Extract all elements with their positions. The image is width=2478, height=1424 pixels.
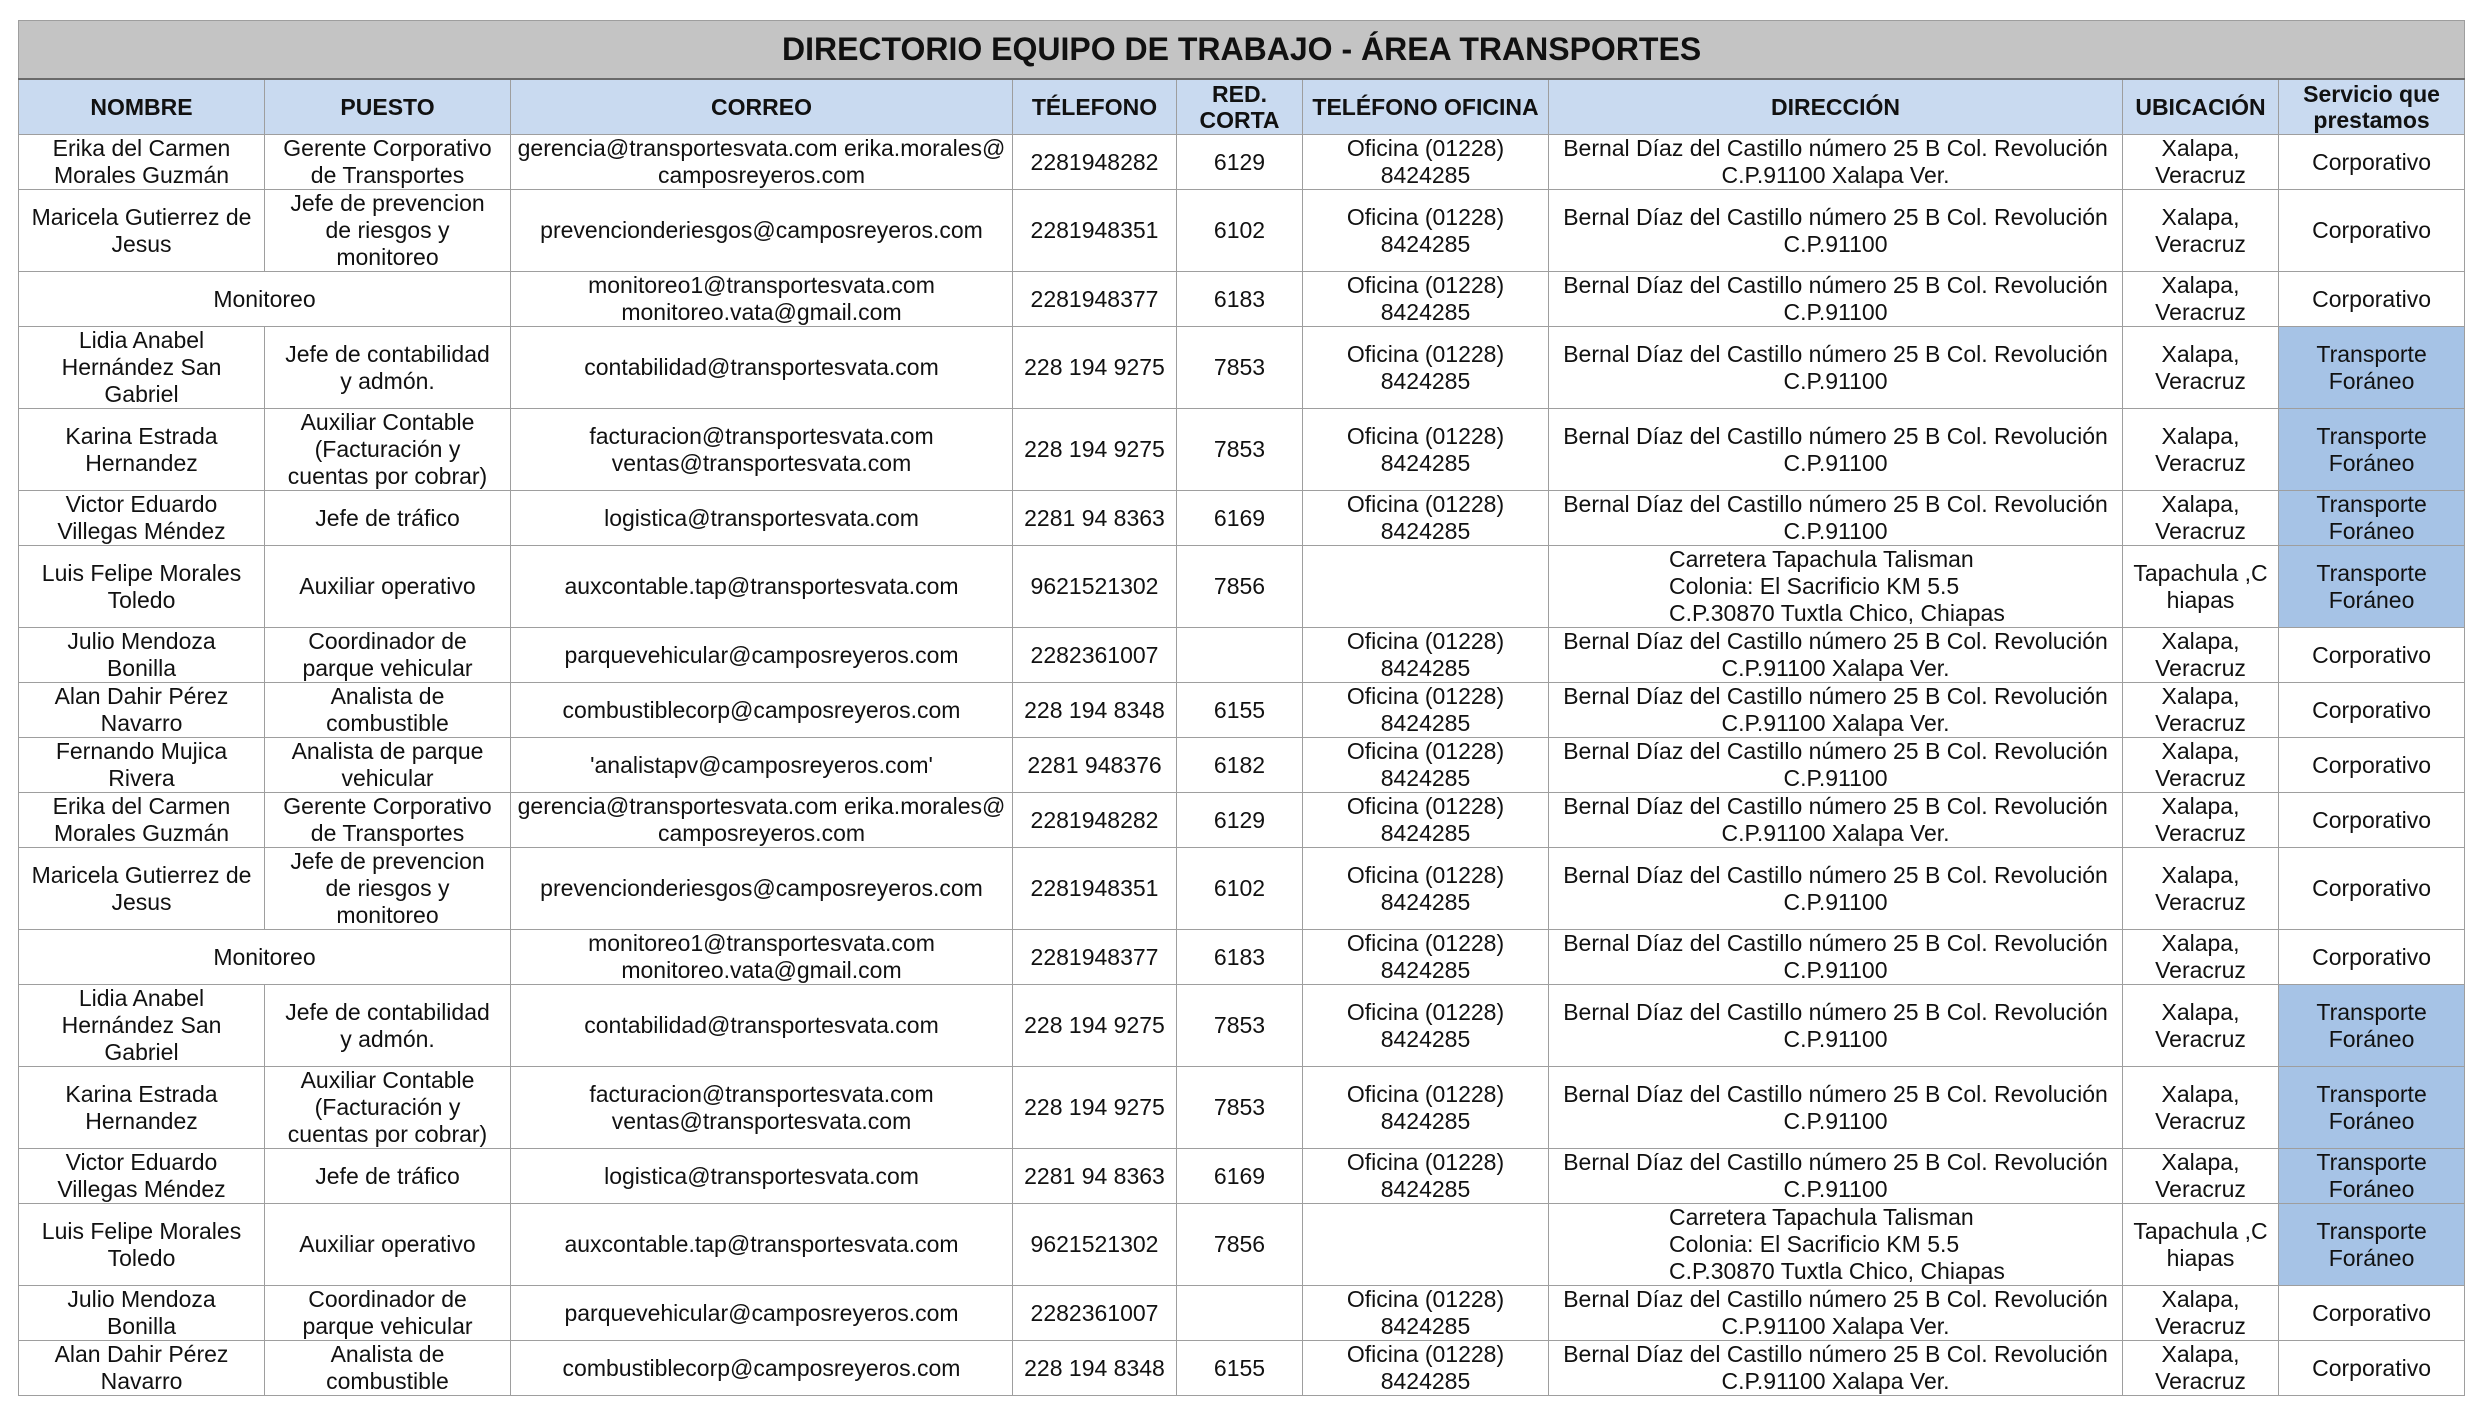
- cell-puesto[interactable]: Jefe de prevencion de riesgos y monitoreo: [265, 190, 511, 272]
- cell-red[interactable]: 6169: [1177, 491, 1303, 546]
- cell-puesto[interactable]: Jefe de tráfico: [265, 491, 511, 546]
- cell-oficina[interactable]: [1303, 546, 1549, 628]
- cell-telefono[interactable]: 9621521302: [1013, 546, 1177, 628]
- cell-direccion[interactable]: Bernal Díaz del Castillo número 25 B Col. Revolución C.P.91100: [1549, 738, 2123, 793]
- cell-nombre[interactable]: Julio Mendoza Bonilla: [19, 628, 265, 683]
- cell-ubicacion[interactable]: Xalapa, Veracruz: [2123, 930, 2279, 985]
- cell-oficina[interactable]: Oficina (01228) 8424285: [1303, 491, 1549, 546]
- cell-red[interactable]: 7856: [1177, 1204, 1303, 1286]
- cell-puesto[interactable]: Auxiliar Contable (Facturación y cuentas por cobrar): [265, 1067, 511, 1149]
- cell-servicio[interactable]: Corporativo: [2279, 628, 2465, 683]
- cell-ubicacion[interactable]: Xalapa, Veracruz: [2123, 985, 2279, 1067]
- cell-puesto[interactable]: Jefe de contabilidad y admón.: [265, 327, 511, 409]
- cell-red[interactable]: 7853: [1177, 409, 1303, 491]
- cell-oficina[interactable]: Oficina (01228) 8424285: [1303, 1341, 1549, 1396]
- cell-telefono[interactable]: 2281 948376: [1013, 738, 1177, 793]
- cell-telefono[interactable]: 2282361007: [1013, 1286, 1177, 1341]
- cell-direccion[interactable]: Bernal Díaz del Castillo número 25 B Col. Revolución C.P.91100: [1549, 272, 2123, 327]
- cell-ubicacion[interactable]: Xalapa, Veracruz: [2123, 272, 2279, 327]
- cell-puesto[interactable]: Auxiliar operativo: [265, 546, 511, 628]
- cell-oficina[interactable]: Oficina (01228) 8424285: [1303, 190, 1549, 272]
- cell-ubicacion[interactable]: Xalapa, Veracruz: [2123, 738, 2279, 793]
- cell-red[interactable]: 7853: [1177, 985, 1303, 1067]
- cell-telefono[interactable]: 2281948377: [1013, 930, 1177, 985]
- sheet-title: DIRECTORIO EQUIPO DE TRABAJO - ÁREA TRANSPORTES: [19, 21, 2465, 79]
- table-row: [19, 491, 2465, 546]
- cell-oficina[interactable]: Oficina (01228) 8424285: [1303, 409, 1549, 491]
- cell-nombre[interactable]: Victor Eduardo Villegas Méndez: [19, 491, 265, 546]
- header-telefono[interactable]: TÉLEFONO: [1013, 79, 1177, 135]
- cell-red[interactable]: 6169: [1177, 1149, 1303, 1204]
- cell-nombre[interactable]: Fernando Mujica Rivera: [19, 738, 265, 793]
- cell-nombre[interactable]: Alan Dahir Pérez Navarro: [19, 683, 265, 738]
- table-row: [19, 190, 2465, 272]
- cell-direccion[interactable]: Bernal Díaz del Castillo número 25 B Col. Revolución C.P.91100: [1549, 930, 2123, 985]
- cell-servicio[interactable]: Corporativo: [2279, 930, 2465, 985]
- cell-telefono[interactable]: 9621521302: [1013, 1204, 1177, 1286]
- cell-direccion[interactable]: Bernal Díaz del Castillo número 25 B Col. Revolución C.P.91100 Xalapa Ver.: [1549, 135, 2123, 190]
- cell-correo[interactable]: combustiblecorp@camposreyeros.com: [511, 1341, 1013, 1396]
- table-row: [19, 272, 2465, 327]
- table-row: [19, 683, 2465, 738]
- cell-puesto[interactable]: Gerente Corporativo de Transportes: [265, 793, 511, 848]
- cell-telefono[interactable]: 2281948377: [1013, 272, 1177, 327]
- cell-ubicacion[interactable]: Xalapa, Veracruz: [2123, 190, 2279, 272]
- cell-correo[interactable]: prevencionderiesgos@camposreyeros.com: [511, 848, 1013, 930]
- cell-direccion[interactable]: Bernal Díaz del Castillo número 25 B Col. Revolución C.P.91100: [1549, 409, 2123, 491]
- cell-red[interactable]: [1177, 1286, 1303, 1341]
- cell-servicio[interactable]: Transporte Foráneo: [2279, 546, 2465, 628]
- cell-servicio[interactable]: Corporativo: [2279, 1286, 2465, 1341]
- cell-puesto[interactable]: Coordinador de parque vehicular: [265, 628, 511, 683]
- cell-red[interactable]: 6183: [1177, 272, 1303, 327]
- cell-correo[interactable]: contabilidad@transportesvata.com: [511, 985, 1013, 1067]
- cell-telefono[interactable]: 2281948282: [1013, 135, 1177, 190]
- cell-direccion[interactable]: Bernal Díaz del Castillo número 25 B Col. Revolución C.P.91100 Xalapa Ver.: [1549, 1286, 2123, 1341]
- table-row: [19, 930, 2465, 985]
- table-row: [19, 1204, 2465, 1286]
- cell-direccion[interactable]: Bernal Díaz del Castillo número 25 B Col. Revolución C.P.91100 Xalapa Ver.: [1549, 628, 2123, 683]
- cell-puesto[interactable]: Analista de parque vehicular: [265, 738, 511, 793]
- cell-servicio[interactable]: Corporativo: [2279, 1341, 2465, 1396]
- cell-red[interactable]: 7853: [1177, 327, 1303, 409]
- cell-red[interactable]: 6183: [1177, 930, 1303, 985]
- cell-nombre[interactable]: Monitoreo: [19, 930, 511, 985]
- table-row: [19, 546, 2465, 628]
- table-row: [19, 135, 2465, 190]
- cell-direccion[interactable]: Bernal Díaz del Castillo número 25 B Col. Revolución C.P.91100: [1549, 1149, 2123, 1204]
- cell-red[interactable]: 6155: [1177, 1341, 1303, 1396]
- cell-direccion[interactable]: Bernal Díaz del Castillo número 25 B Col. Revolución C.P.91100: [1549, 848, 2123, 930]
- cell-servicio[interactable]: Transporte Foráneo: [2279, 1149, 2465, 1204]
- cell-ubicacion[interactable]: Xalapa, Veracruz: [2123, 683, 2279, 738]
- cell-servicio[interactable]: Transporte Foráneo: [2279, 985, 2465, 1067]
- cell-telefono[interactable]: 2282361007: [1013, 628, 1177, 683]
- cell-servicio[interactable]: Transporte Foráneo: [2279, 409, 2465, 491]
- cell-ubicacion[interactable]: Xalapa, Veracruz: [2123, 135, 2279, 190]
- cell-oficina[interactable]: Oficina (01228) 8424285: [1303, 930, 1549, 985]
- table-row: [19, 738, 2465, 793]
- cell-direccion[interactable]: Bernal Díaz del Castillo número 25 B Col. Revolución C.P.91100: [1549, 1067, 2123, 1149]
- cell-red[interactable]: 6102: [1177, 190, 1303, 272]
- directory-table: [18, 20, 2465, 1396]
- cell-correo[interactable]: parquevehicular@camposreyeros.com: [511, 628, 1013, 683]
- cell-telefono[interactable]: 2281948351: [1013, 848, 1177, 930]
- cell-correo[interactable]: gerencia@transportesvata.com erika.morales@ camposreyeros.com: [511, 135, 1013, 190]
- cell-correo[interactable]: monitoreo1@transportesvata.com monitoreo.vata@gmail.com: [511, 930, 1013, 985]
- cell-puesto[interactable]: Jefe de contabilidad y admón.: [265, 985, 511, 1067]
- cell-servicio[interactable]: Corporativo: [2279, 793, 2465, 848]
- cell-servicio[interactable]: Transporte Foráneo: [2279, 1067, 2465, 1149]
- cell-puesto[interactable]: Analista de combustible: [265, 683, 511, 738]
- cell-nombre[interactable]: Luis Felipe Morales Toledo: [19, 1204, 265, 1286]
- cell-red[interactable]: 7853: [1177, 1067, 1303, 1149]
- cell-oficina[interactable]: Oficina (01228) 8424285: [1303, 985, 1549, 1067]
- cell-direccion[interactable]: Bernal Díaz del Castillo número 25 B Col. Revolución C.P.91100: [1549, 491, 2123, 546]
- cell-correo[interactable]: auxcontable.tap@transportesvata.com: [511, 546, 1013, 628]
- cell-servicio[interactable]: Corporativo: [2279, 848, 2465, 930]
- cell-servicio[interactable]: Corporativo: [2279, 190, 2465, 272]
- cell-telefono[interactable]: 2281948282: [1013, 793, 1177, 848]
- cell-telefono[interactable]: 228 194 9275: [1013, 985, 1177, 1067]
- cell-direccion[interactable]: Carretera Tapachula Talisman Colonia: El Sacrificio KM 5.5 C.P.30870 Tuxtla Chico, Chiapas: [1549, 1204, 2123, 1286]
- cell-ubicacion[interactable]: Xalapa, Veracruz: [2123, 1149, 2279, 1204]
- cell-direccion[interactable]: Bernal Díaz del Castillo número 25 B Col. Revolución C.P.91100: [1549, 985, 2123, 1067]
- cell-oficina[interactable]: Oficina (01228) 8424285: [1303, 683, 1549, 738]
- cell-correo[interactable]: prevencionderiesgos@camposreyeros.com: [511, 190, 1013, 272]
- cell-telefono[interactable]: 228 194 9275: [1013, 409, 1177, 491]
- cell-ubicacion[interactable]: Xalapa, Veracruz: [2123, 1286, 2279, 1341]
- cell-nombre[interactable]: Maricela Gutierrez de Jesus: [19, 190, 265, 272]
- cell-ubicacion[interactable]: Xalapa, Veracruz: [2123, 409, 2279, 491]
- table-row: [19, 1067, 2465, 1149]
- spreadsheet: [18, 20, 2464, 1396]
- cell-servicio[interactable]: Corporativo: [2279, 135, 2465, 190]
- cell-ubicacion[interactable]: Xalapa, Veracruz: [2123, 491, 2279, 546]
- cell-nombre[interactable]: Erika del Carmen Morales Guzmán: [19, 135, 265, 190]
- cell-puesto[interactable]: Jefe de prevencion de riesgos y monitoreo: [265, 848, 511, 930]
- table-row: [19, 1341, 2465, 1396]
- header-puesto[interactable]: PUESTO: [265, 79, 511, 135]
- cell-correo[interactable]: monitoreo1@transportesvata.com monitoreo.vata@gmail.com: [511, 272, 1013, 327]
- cell-oficina[interactable]: Oficina (01228) 8424285: [1303, 1286, 1549, 1341]
- cell-telefono[interactable]: 228 194 9275: [1013, 1067, 1177, 1149]
- cell-servicio[interactable]: Transporte Foráneo: [2279, 491, 2465, 546]
- cell-red[interactable]: 6102: [1177, 848, 1303, 930]
- cell-telefono[interactable]: 228 194 9275: [1013, 327, 1177, 409]
- header-correo[interactable]: CORREO: [511, 79, 1013, 135]
- header-red-corta[interactable]: RED. CORTA: [1177, 79, 1303, 135]
- cell-direccion[interactable]: Bernal Díaz del Castillo número 25 B Col. Revolución C.P.91100: [1549, 190, 2123, 272]
- cell-nombre[interactable]: Lidia Anabel Hernández San Gabriel: [19, 327, 265, 409]
- header-servicio[interactable]: Servicio que prestamos: [2279, 79, 2465, 135]
- cell-nombre[interactable]: Luis Felipe Morales Toledo: [19, 546, 265, 628]
- cell-oficina[interactable]: Oficina (01228) 8424285: [1303, 628, 1549, 683]
- header-row: [19, 79, 2465, 135]
- cell-oficina[interactable]: Oficina (01228) 8424285: [1303, 848, 1549, 930]
- cell-nombre[interactable]: Victor Eduardo Villegas Méndez: [19, 1149, 265, 1204]
- cell-correo[interactable]: logistica@transportesvata.com: [511, 491, 1013, 546]
- cell-correo[interactable]: logistica@transportesvata.com: [511, 1149, 1013, 1204]
- cell-ubicacion[interactable]: Xalapa, Veracruz: [2123, 628, 2279, 683]
- cell-ubicacion[interactable]: Tapachula ,C hiapas: [2123, 546, 2279, 628]
- cell-nombre[interactable]: Karina Estrada Hernandez: [19, 1067, 265, 1149]
- table-row: [19, 409, 2465, 491]
- cell-red[interactable]: 6155: [1177, 683, 1303, 738]
- cell-nombre[interactable]: Maricela Gutierrez de Jesus: [19, 848, 265, 930]
- cell-oficina[interactable]: Oficina (01228) 8424285: [1303, 1149, 1549, 1204]
- cell-correo[interactable]: facturacion@transportesvata.com ventas@transportesvata.com: [511, 409, 1013, 491]
- cell-nombre[interactable]: Erika del Carmen Morales Guzmán: [19, 793, 265, 848]
- cell-oficina[interactable]: Oficina (01228) 8424285: [1303, 135, 1549, 190]
- cell-direccion[interactable]: Bernal Díaz del Castillo número 25 B Col. Revolución C.P.91100 Xalapa Ver.: [1549, 683, 2123, 738]
- header-telefono-oficina[interactable]: TELÉFONO OFICINA: [1303, 79, 1549, 135]
- table-row: [19, 985, 2465, 1067]
- cell-correo[interactable]: auxcontable.tap@transportesvata.com: [511, 1204, 1013, 1286]
- cell-oficina[interactable]: Oficina (01228) 8424285: [1303, 793, 1549, 848]
- cell-ubicacion[interactable]: Xalapa, Veracruz: [2123, 1067, 2279, 1149]
- cell-correo[interactable]: contabilidad@transportesvata.com: [511, 327, 1013, 409]
- table-row: [19, 793, 2465, 848]
- table-row: [19, 848, 2465, 930]
- cell-direccion[interactable]: Bernal Díaz del Castillo número 25 B Col. Revolución C.P.91100 Xalapa Ver.: [1549, 1341, 2123, 1396]
- cell-telefono[interactable]: 228 194 8348: [1013, 683, 1177, 738]
- cell-red[interactable]: 7856: [1177, 546, 1303, 628]
- cell-direccion[interactable]: Bernal Díaz del Castillo número 25 B Col. Revolución C.P.91100: [1549, 327, 2123, 409]
- cell-servicio[interactable]: Transporte Foráneo: [2279, 327, 2465, 409]
- cell-red[interactable]: [1177, 628, 1303, 683]
- cell-correo[interactable]: 'analistapv@camposreyeros.com': [511, 738, 1013, 793]
- cell-red[interactable]: 6129: [1177, 135, 1303, 190]
- cell-servicio[interactable]: Transporte Foráneo: [2279, 1204, 2465, 1286]
- cell-correo[interactable]: parquevehicular@camposreyeros.com: [511, 1286, 1013, 1341]
- table-row: [19, 628, 2465, 683]
- cell-nombre[interactable]: Karina Estrada Hernandez: [19, 409, 265, 491]
- cell-red[interactable]: 6182: [1177, 738, 1303, 793]
- cell-servicio[interactable]: Corporativo: [2279, 683, 2465, 738]
- cell-direccion[interactable]: Carretera Tapachula Talisman Colonia: El Sacrificio KM 5.5 C.P.30870 Tuxtla Chico, Chiapas: [1549, 546, 2123, 628]
- cell-puesto[interactable]: Coordinador de parque vehicular: [265, 1286, 511, 1341]
- cell-ubicacion[interactable]: Xalapa, Veracruz: [2123, 793, 2279, 848]
- cell-oficina[interactable]: [1303, 1204, 1549, 1286]
- cell-servicio[interactable]: Corporativo: [2279, 738, 2465, 793]
- cell-nombre[interactable]: Monitoreo: [19, 272, 511, 327]
- cell-oficina[interactable]: Oficina (01228) 8424285: [1303, 738, 1549, 793]
- header-direccion[interactable]: DIRECCIÓN: [1549, 79, 2123, 135]
- cell-red[interactable]: 6129: [1177, 793, 1303, 848]
- cell-oficina[interactable]: Oficina (01228) 8424285: [1303, 272, 1549, 327]
- cell-ubicacion[interactable]: Xalapa, Veracruz: [2123, 327, 2279, 409]
- header-ubicacion[interactable]: UBICACIÓN: [2123, 79, 2279, 135]
- cell-ubicacion[interactable]: Xalapa, Veracruz: [2123, 1341, 2279, 1396]
- cell-nombre[interactable]: Julio Mendoza Bonilla: [19, 1286, 265, 1341]
- cell-correo[interactable]: combustiblecorp@camposreyeros.com: [511, 683, 1013, 738]
- cell-telefono[interactable]: 228 194 8348: [1013, 1341, 1177, 1396]
- cell-ubicacion[interactable]: Tapachula ,C hiapas: [2123, 1204, 2279, 1286]
- table-body: [19, 135, 2465, 1396]
- cell-nombre[interactable]: Alan Dahir Pérez Navarro: [19, 1341, 265, 1396]
- cell-puesto[interactable]: Jefe de tráfico: [265, 1149, 511, 1204]
- table-row: [19, 1149, 2465, 1204]
- cell-direccion[interactable]: Bernal Díaz del Castillo número 25 B Col. Revolución C.P.91100 Xalapa Ver.: [1549, 793, 2123, 848]
- cell-telefono[interactable]: 2281948351: [1013, 190, 1177, 272]
- cell-correo[interactable]: gerencia@transportesvata.com erika.morales@ camposreyeros.com: [511, 793, 1013, 848]
- cell-telefono[interactable]: 2281 94 8363: [1013, 1149, 1177, 1204]
- cell-puesto[interactable]: Auxiliar Contable (Facturación y cuentas por cobrar): [265, 409, 511, 491]
- cell-servicio[interactable]: Corporativo: [2279, 272, 2465, 327]
- cell-oficina[interactable]: Oficina (01228) 8424285: [1303, 327, 1549, 409]
- cell-puesto[interactable]: Analista de combustible: [265, 1341, 511, 1396]
- cell-puesto[interactable]: Gerente Corporativo de Transportes: [265, 135, 511, 190]
- cell-puesto[interactable]: Auxiliar operativo: [265, 1204, 511, 1286]
- table-row: [19, 1286, 2465, 1341]
- cell-correo[interactable]: facturacion@transportesvata.com ventas@transportesvata.com: [511, 1067, 1013, 1149]
- cell-oficina[interactable]: Oficina (01228) 8424285: [1303, 1067, 1549, 1149]
- header-nombre[interactable]: NOMBRE: [19, 79, 265, 135]
- cell-nombre[interactable]: Lidia Anabel Hernández San Gabriel: [19, 985, 265, 1067]
- cell-telefono[interactable]: 2281 94 8363: [1013, 491, 1177, 546]
- cell-ubicacion[interactable]: Xalapa, Veracruz: [2123, 848, 2279, 930]
- table-row: [19, 327, 2465, 409]
